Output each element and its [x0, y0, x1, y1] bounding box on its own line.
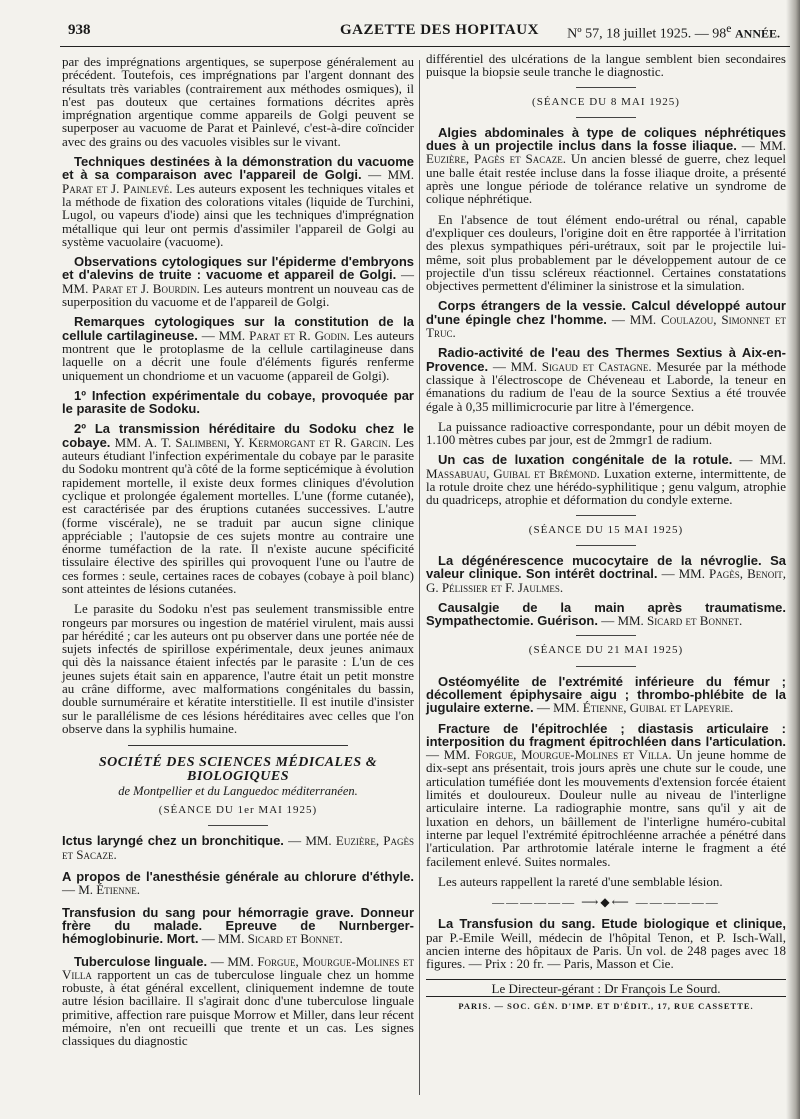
page-number: 938 [68, 22, 91, 38]
short-rule [208, 825, 268, 826]
issue-text: Nº 57, 18 juillet 1925. — 98 [567, 26, 727, 42]
abstract-authors: — MM. Pagès, Benoit, G. Pélissier et F. Jaulmes. [426, 566, 786, 595]
abstract-entry [62, 870, 414, 897]
session-date: (SÉANCE DU 21 MAI 1925) [528, 644, 684, 657]
abstract-title: Un cas de luxation congénitale de la rotule. [438, 452, 733, 468]
abstract-title: Remarques cytologiques sur la constitution de la cellule cartilagineuse. [62, 314, 414, 343]
abstract-body: Les auteurs montrent que le protoplasme de la cellule cartilagineuse dans laquelle on a décrit une foule d'éléments figurés renferme uniquement un chondriome et un vacuome (appareil de Golgi). [62, 327, 414, 383]
session-date: (SÉANCE DU 1er MAI 1925) [158, 804, 318, 817]
abstract-body: Un ancien blessé de guerre, chez lequel une balle était restée incluse dans la fosse iliaque droite, a présenté après une longue période de tolérance relative un syndrome de colique néphrétique. [426, 151, 787, 207]
short-rule [576, 635, 636, 636]
abstract-title: Fracture de l'épitrochlée ; diastasis articulaire : interposition du fragment épitrochléen dans l'articulation. [426, 720, 786, 749]
book-details: par P.-Emile Weill, médecin de l'hôpital Tenon, et P. Isch-Wall, ancien interne des hôpitaux de Paris. Un vol. de 248 pages avec 18 figures. — Prix : 20 fr. — Paris, Masson et Cie. [426, 929, 786, 972]
abstract-authors: — MM. Sicard et Bonnet. [201, 931, 343, 947]
short-rule [576, 545, 636, 546]
abstract-authors: — MM. Forgue, Mourgue-Molines et Villa [62, 953, 414, 982]
short-rule [576, 666, 636, 667]
abstract-title: Corps étrangers de la vessie. Calcul développé autour d'une épingle chez l'homme. [426, 298, 786, 327]
abstract-authors: — MM. Sicard et Bonnet. [601, 613, 743, 629]
abstract-authors: — MM. Parat et J. Bourdin. [62, 267, 414, 296]
abstract-entry [62, 315, 414, 381]
paragraph: La puissance radioactive correspondante, pour un débit moyen de 1.100 mètres cubes par jour, est de 2mmgr1 de radium. [426, 418, 786, 448]
paragraph: Le parasite du Sodoku n'est pas seulement transmissible entre rongeurs par morsures ou ingestion de matériel virulent, mais aussi par hérédité ; car les auteurs ont pu observer dans une portée née de sujets infectés de spirillose expérimentale, deux jeunes animaux qui dès la naissance étaient infectés par le parasite : L'un de ces jeunes sujets était sain en apparence, l'autre était un petit monstre au crâne difforme, avec malformations congénitales du bassin, double surnuméraire et kératite interstitielle. Il est inutile d'insister sur le parallélisme de ces lésions héréditaires avec celles que l'on observe dans la syphilis humaine. [62, 601, 414, 736]
abstract-authors: MM. A. T. Salimbeni, Y. Kermorgant et R. Garcin. [114, 434, 392, 450]
paragraph: Les auteurs rappellent la rareté d'une semblable lésion. [438, 873, 723, 889]
left-column [62, 55, 414, 1055]
abstract-authors: — MM. Parat et J. Painlevé. [62, 167, 414, 196]
abstract-body: rapportent un cas de tuberculose linguale chez un homme robuste, à état général excellent, cliniquement indemne de toute autre lésion bacillaire. Il s'agirait donc d'une tuberculose linguale primitive, affection rare puisque Morrow et Miller, dans leur récent mémoire, n'en ont recueilli que trente et un cas. Les signes classiques du diagnostic [62, 966, 414, 1049]
page-header [68, 22, 788, 44]
abstract-entry [426, 601, 786, 628]
abstract-entry [62, 955, 414, 1048]
issue-suffix: e [726, 22, 732, 35]
paragraph: par des imprégnations argentiques, se superpose généralement au précédent. Toutefois, ces imprégnations par l'argent donnant des résultats très variables (contrairement aux méthodes osmiques), il n'est pas douteux que certaines formations décrites après imprégnation argentique comme appareils de Golgi peuvent se superposer au vacuome de Parat et Painlevé, c'est-à-dire coïncider avec des grains ou des vacuoles visibles sur le vivant. [62, 54, 414, 149]
abstract-title: A propos de l'anesthésie générale au chlorure d'éthyle. [62, 869, 414, 885]
abstract-entry [62, 422, 414, 595]
abstract-authors: — MM. Euzière, Pagès et Sacaze. [426, 138, 786, 167]
abstract-title: Ostéomyélite de l'extrémité inférieure du fémur ; décollement épiphysaire aigu ; thrombo-phlébite de la jugulaire externe. [426, 673, 786, 716]
abstract-body: Un jeune homme de dix-sept ans présentait, trois jours après une chute sur le coude, une articulation tuméfiée dont les mouvements d'extension forcée étaient limités et douloureux. Douleur nulle au niveau de l'interligne articulaire interne. La radiographie montre, sans qu'il y ait de luxation en dehors, un bâillement de l'interligne huméro-cubital interne par lequel l'extrémité épitrochléenne arrachée a pénétré dans l'articulation. Par arthrotomie latérale interne le fragment a été facilement enlevé. Suites normales. [426, 747, 786, 869]
abstract-entry [426, 675, 786, 715]
journal-title: GAZETTE DES HOPITAUX [340, 22, 539, 38]
abstract-title: Techniques destinées à la démonstration du vacuome et à sa comparaison avec l'appareil de Golgi. [62, 154, 414, 183]
abstract-body: Les auteurs montrent un nouveau cas de superposition du vacuome et de l'appareil de Golgi. [62, 280, 415, 310]
printer-imprint: PARIS. — SOC. GÉN. D'IMP. ET D'ÉDIT., 17, RUE CASSETTE. [458, 1000, 754, 1011]
page-edge-shadow [786, 0, 800, 1119]
short-rule [576, 87, 636, 88]
paragraph: En l'absence de tout élément endo-urétral ou rénal, capable d'expliquer ces douleurs, l'origine doit en être rapportée à l'irritation des plexus sympathiques péri-urétraux, soit par le projectile lui-même, soit plus probablement par le développement autour de ce projectile d'un tissu scléreux réactionnel. Certaines constatations objectives permettent d'éliminer la sinistrose et la simulation. [426, 211, 786, 294]
director-line: Le Directeur-gérant : Dr François Le Sourd. [426, 979, 786, 997]
ornament-divider: ―――――― ⟶◆⟵ ―――――― [492, 895, 720, 910]
abstract-title: Causalgie de la main après traumatisme. Sympathectomie. Guérison. [426, 599, 786, 629]
section-separator [128, 745, 348, 746]
abstract-entry [426, 554, 786, 594]
abstract-body: Les auteurs exposent les techniques vitales et la méthode de fixation des colorations vitales (liquide de Turchini, Lugol, ou vapeurs d'iode) ainsi que les techniques d'imprégnation métallique qui leur ont permis d'assimiler l'appareil de Golgi au système vacuolaire (vacuome). [62, 180, 414, 249]
abstract-authors: — MM. Massabuau, Guibal et Brémond. [426, 452, 787, 481]
abstract-title: Observations cytologiques sur l'épiderme d'embryons et d'alevins de truite : vacuome et appareil de Golgi. [62, 254, 414, 283]
society-subheading: de Montpellier et du Languedoc méditerranéen. [118, 783, 358, 798]
abstract-entry [62, 155, 414, 248]
session-date: (SÉANCE DU 15 MAI 1925) [528, 523, 684, 536]
book-review [426, 917, 786, 970]
abstract-title: 2º La transmission héréditaire du Sodoku chez le cobaye. [62, 421, 414, 450]
abstract-entry [426, 346, 786, 412]
abstract-authors: — MM. Euzière, Pagès et Sacaze. [62, 833, 414, 862]
abstract-entry [62, 389, 414, 416]
abstract-body: Les auteurs étudiant l'infection expérimentale du cobaye par le parasite du Sodoku montrent qu'à côté de la forme septicémique à évolution rapidement mortelle, il existe deux formes cliniques d'évolution cyclique et prolongée également mortelles. L'une (forme cutanée), est caractérisée par des éruptions cutanées successives. L'autre (forme viscérale), ne se traduit par aucun signe clinique appréciable ; l'autopsie de ces sujets montre au contraire une énorme tuméfaction de la rate. Il n'existe aucune spécificité tissulaire élective des spirilles qui provoquent l'une ou l'autre de ces formes : seule, certaines races de cobayes (cobaye à poil blanc) sont atteintes de lésions cutanées. [62, 434, 414, 596]
abstract-title: Radio-activité de l'eau des Thermes Sextius à Aix-en-Provence. [426, 345, 786, 374]
abstract-authors: — MM. Parat et R. Godin. [201, 327, 350, 343]
book-title: La Transfusion du sang. Etude biologique et clinique, [438, 916, 786, 932]
abstract-entry [426, 722, 786, 868]
abstract-title: 1º Infection expérimentale du cobaye, provoquée par le parasite de Sodoku. [62, 387, 414, 417]
abstract-entry [62, 255, 414, 308]
abstract-authors: — MM. Étienne, Guibal et Lapeyrie. [536, 700, 734, 716]
abstract-entry [426, 299, 786, 339]
abstract-authors: — M. Étienne. [62, 882, 140, 898]
issue-year-label: ANNÉE. [734, 26, 780, 41]
abstract-title: Tuberculose linguale. [74, 953, 208, 969]
header-rule [60, 46, 790, 47]
abstract-body: Mesurée par la méthode classique à l'électroscope de Chéveneau et Laborde, la teneur en émanations du radium de l'eau de la source Sextius a été trouvée égale à 0,35 millimicrocurie par litre à l'émergence. [426, 358, 786, 414]
abstract-title: La dégénérescence mucocytaire de la névroglie. Sa valeur clinique. Son intérêt doctrinal. [426, 552, 786, 582]
right-column [426, 52, 786, 1013]
abstract-title: Algies abdominales à type de coliques néphrétiques dues à un projectile inclus dans la fosse iliaque. [426, 124, 786, 154]
short-rule [576, 117, 636, 118]
abstract-authors: — MM. Coulazou, Simonnet et Truc. [426, 311, 787, 341]
abstract-entry [426, 453, 786, 506]
abstract-title: Transfusion du sang pour hémorragie grave. Donneur frère du malade. Epreuve de Nurnberger-hémoglobinurie. Mort. [62, 904, 414, 947]
abstract-entry [62, 834, 414, 861]
abstract-body: Luxation externe, intermittente, de la rotule droite chez une hérédo-syphilitique ; genu valgum, atrophie du quadriceps, atrophie et déformation du condyle externe. [426, 465, 786, 508]
society-heading: SOCIÉTÉ DES SCIENCES MÉDICALES & BIOLOGIQUES [98, 755, 378, 784]
abstract-authors: — MM. Forgue, Mourgue-Molines et Villa. [426, 747, 672, 763]
abstract-entry [426, 126, 786, 206]
issue-info [567, 22, 780, 43]
abstract-title: Ictus laryngé chez un bronchitique. [62, 833, 284, 849]
short-rule [576, 515, 636, 516]
session-date: (SÉANCE DU 8 MAI 1925) [532, 95, 680, 108]
abstract-entry [62, 906, 414, 946]
column-divider [419, 60, 420, 1095]
abstract-authors: — MM. Sigaud et Castagne. [492, 358, 652, 374]
paragraph: différentiel des ulcérations de la langue semblent bien secondaires puisque la biopsie seule tranche le diagnostic. [426, 51, 786, 80]
